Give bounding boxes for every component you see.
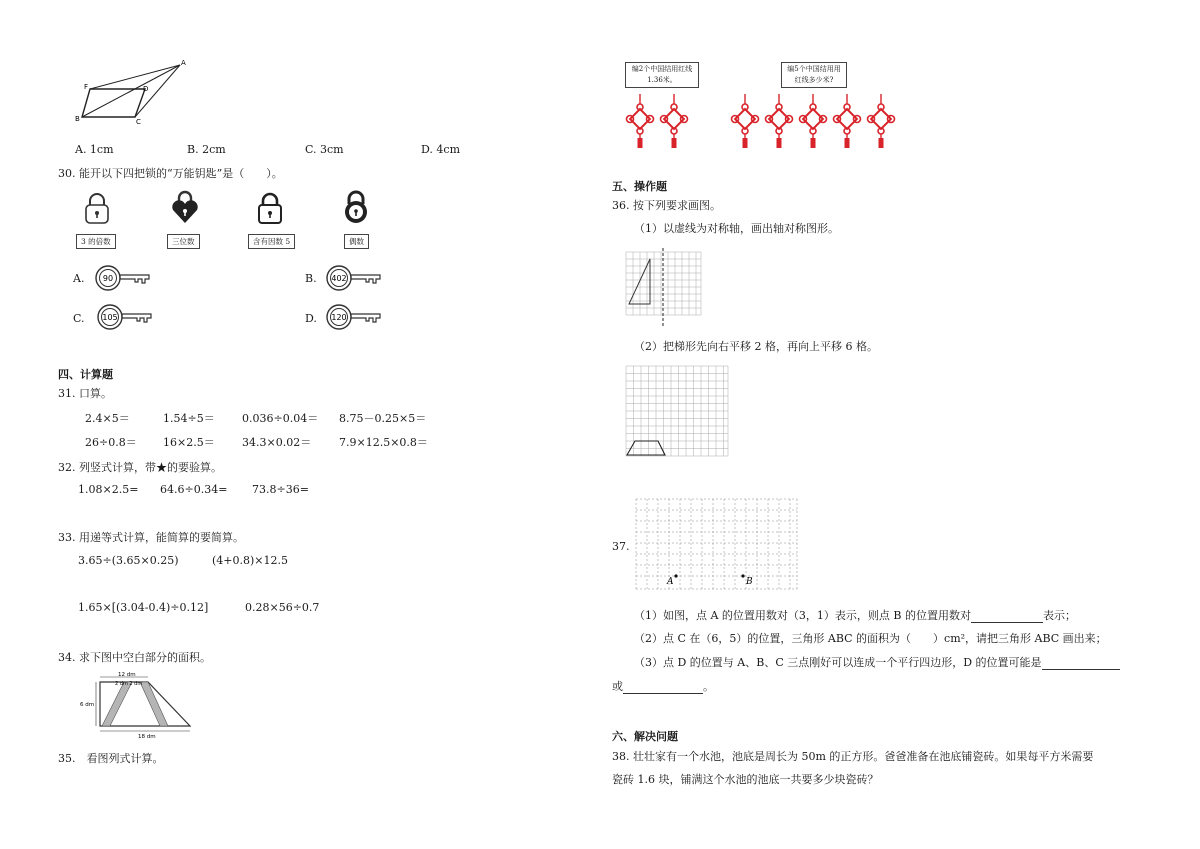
q33-item: 1.65×[(3.04-0.4)÷0.12] [78, 601, 209, 614]
q36-sub-2: （2）把梯形先向右平移 2 格，再向上平移 6 格。 [634, 340, 878, 353]
q29-option-d[interactable]: D. 4cm [421, 143, 461, 156]
q34-trapezoid-figure [78, 668, 198, 740]
q30-option-a[interactable]: A. [73, 272, 85, 285]
q33-item: 0.28×56÷0.7 [245, 601, 320, 614]
key-number-c: 105 [102, 313, 118, 322]
key-icon-d[interactable] [326, 304, 382, 330]
q30-option-c[interactable]: C. [73, 312, 85, 325]
q34-left-label: 6 dm [80, 702, 95, 708]
q31-item: 8.75－0.25×5＝ [339, 412, 427, 425]
q32-item: 64.6÷0.34= [160, 483, 228, 496]
q35-bubble-2: 编5个中国结用用红线多少米? [781, 62, 847, 88]
q32-item: 73.8÷36= [252, 483, 309, 496]
q37-coordinate-grid [635, 498, 799, 592]
chinese-knot-icon [764, 94, 794, 150]
key-number-d: 120 [331, 313, 347, 322]
q30-option-d[interactable]: D. [305, 312, 317, 325]
chinese-knot-icon [798, 94, 828, 150]
key-icon-b[interactable] [326, 265, 382, 291]
q32-question: 32. 列竖式计算，带★的要验算。 [58, 461, 222, 474]
key-number-a: 90 [102, 274, 114, 283]
q29-option-c[interactable]: C. 3cm [305, 143, 344, 156]
q37-number: 37. [612, 540, 630, 553]
q37-point-b: B [746, 577, 753, 587]
heart-lock-icon [170, 190, 200, 224]
lock-icon [84, 192, 110, 224]
section-4-title: 四、计算题 [58, 368, 113, 381]
section-6-title: 六、解决问题 [612, 730, 678, 743]
q35-bubble-1: 编2个中国结用红线1.36米。 [625, 62, 699, 88]
q31-item: 0.036÷0.04＝ [242, 412, 319, 425]
q29-option-a[interactable]: A. 1cm [75, 143, 114, 156]
q36-translation-grid [626, 366, 730, 458]
q34-bottom-label: 18 dm [138, 734, 156, 740]
q36-question: 36. 按下列要求画图。 [612, 199, 721, 212]
round-lock-icon [341, 190, 371, 224]
lock-label-2: 三位数 [167, 234, 200, 249]
key-icon-a[interactable] [95, 265, 151, 291]
q31-item: 1.54÷5＝ [163, 412, 215, 425]
q36-sub-1: （1）以虚线为对称轴，画出轴对称图形。 [634, 222, 839, 235]
q38-line-2: 瓷砖 1.6 块，铺满这个水池的池底一共要多少块瓷砖？ [612, 773, 879, 786]
q37-sub-1: （1）如图，点 A 的位置用数对（3，1）表示，则点 B 的位置用数对 表示； [634, 609, 1077, 622]
q33-item: 3.65÷(3.65×0.25) [78, 554, 179, 567]
chinese-knot-icon [625, 94, 655, 150]
q37-sub-2: （2）点 C 在（6，5）的位置，三角形 ABC 的面积为（ ）cm²，请把三角形 ABC 画出来； [634, 632, 1107, 645]
chinese-knot-icon [659, 94, 689, 150]
q38-line-1: 38. 壮壮家有一个水池，池底是周长为 50m 的正方形。爸爸准备在池底铺瓷砖。如果每平方米需要 [612, 750, 1094, 763]
q37-sub-3: （3）点 D 的位置与 A、B、C 三点刚好可以连成一个平行四边形，D 的位置可能是 [634, 654, 1120, 670]
key-number-b: 402 [331, 274, 347, 283]
q34-top-label: 12 dm [118, 672, 136, 678]
answer-blank[interactable] [1042, 659, 1120, 670]
q29-label-c: C [136, 118, 141, 126]
q29-parallelogram-figure [70, 55, 200, 130]
q34-question: 34. 求下图中空白部分的面积。 [58, 651, 211, 664]
q31-question: 31. 口算。 [58, 387, 112, 400]
q31-item: 26÷0.8＝ [85, 436, 137, 449]
lock-label-1: 3 的倍数 [76, 234, 116, 249]
q29-label-f: F [84, 83, 89, 91]
lock-label-4: 偶数 [344, 234, 369, 249]
q37-point-a: A [667, 577, 674, 587]
q31-item: 16×2.5＝ [163, 436, 215, 449]
padlock-icon [257, 192, 283, 224]
q29-label-a: A [181, 59, 186, 67]
section-5-title: 五、操作题 [612, 180, 667, 193]
chinese-knot-icon [866, 94, 896, 150]
lock-label-3: 含有因数 5 [248, 234, 295, 249]
q32-item: 1.08×2.5= [78, 483, 139, 496]
chinese-knot-icon [730, 94, 760, 150]
q36-symmetry-grid [626, 252, 702, 328]
key-icon-c[interactable] [97, 304, 153, 330]
q33-question: 33. 用递等式计算，能简算的要简算。 [58, 531, 244, 544]
q31-item: 7.9×12.5×0.8＝ [339, 436, 428, 449]
q30-option-b[interactable]: B. [305, 272, 317, 285]
q37-sub-3-cont: 或 。 [612, 680, 714, 693]
answer-blank[interactable] [623, 683, 703, 694]
answer-blank[interactable] [971, 612, 1043, 623]
q35-question: 35. 看图列式计算。 [58, 752, 164, 765]
q33-item: (4+0.8)×12.5 [212, 554, 289, 567]
chinese-knot-icon [832, 94, 862, 150]
q29-option-b[interactable]: B. 2cm [187, 143, 226, 156]
q31-item: 2.4×5＝ [85, 412, 130, 425]
q31-item: 34.3×0.02＝ [242, 436, 312, 449]
q29-label-b: B [75, 115, 80, 123]
q29-label-d: D [143, 85, 149, 93]
q34-mid-label: 2 dm 2 dm [115, 681, 143, 687]
q30-question: 30. 能开以下四把锁的“万能钥匙”是（ ）。 [58, 167, 283, 180]
